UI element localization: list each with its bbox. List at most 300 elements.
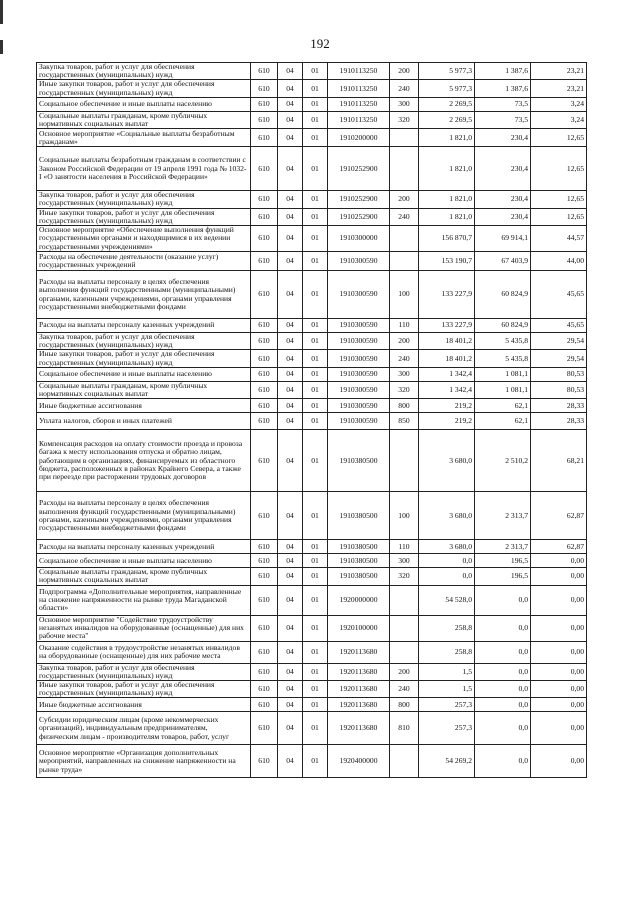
- row-executed-amount: 60 824,9: [475, 271, 531, 319]
- row-subsection-code: 01: [303, 698, 328, 712]
- row-section-code: 04: [278, 698, 303, 712]
- row-target-article: 1910300590: [328, 399, 390, 413]
- row-ved-code: 610: [251, 568, 278, 585]
- row-execution-percent: 12,65: [531, 147, 587, 191]
- row-name: Основное мероприятие "Содействие трудоустройству незанятых инвалидов на оборудованные (оснащенные) для них рабочие места": [37, 615, 251, 641]
- row-subsection-code: 01: [303, 381, 328, 398]
- row-planned-amount: 257,3: [419, 712, 475, 745]
- row-subsection-code: 01: [303, 147, 328, 191]
- row-planned-amount: 156 870,7: [419, 226, 475, 252]
- row-target-article: 1910300590: [328, 367, 390, 381]
- row-subsection-code: 01: [303, 333, 328, 350]
- row-ved-code: 610: [251, 381, 278, 398]
- row-target-article: 1910113250: [328, 80, 390, 97]
- row-execution-percent: 12,65: [531, 208, 587, 225]
- row-execution-percent: 3,24: [531, 111, 587, 128]
- row-expense-type: 800: [390, 698, 419, 712]
- row-ved-code: 610: [251, 111, 278, 128]
- row-executed-amount: 196,5: [475, 568, 531, 585]
- row-ved-code: 610: [251, 97, 278, 111]
- table-row: [37, 413, 587, 430]
- row-subsection-code: 01: [303, 492, 328, 540]
- table-row: [37, 367, 587, 381]
- row-ved-code: 610: [251, 492, 278, 540]
- table-row: [37, 129, 587, 147]
- row-expense-type: 200: [390, 191, 419, 208]
- row-ved-code: 610: [251, 208, 278, 225]
- table-row: [37, 492, 587, 540]
- row-subsection-code: 01: [303, 554, 328, 568]
- row-executed-amount: 2 313,7: [475, 492, 531, 540]
- row-executed-amount: 230,4: [475, 208, 531, 225]
- row-target-article: 1910300590: [328, 271, 390, 319]
- row-expense-type: 800: [390, 399, 419, 413]
- row-planned-amount: 18 401,2: [419, 350, 475, 367]
- row-section-code: 04: [278, 413, 303, 430]
- row-planned-amount: 5 977,3: [419, 80, 475, 97]
- row-subsection-code: 01: [303, 97, 328, 111]
- row-planned-amount: 5 977,3: [419, 63, 475, 80]
- row-planned-amount: 153 190,7: [419, 252, 475, 271]
- row-expense-type: 240: [390, 80, 419, 97]
- row-executed-amount: 196,5: [475, 554, 531, 568]
- row-expense-type: 240: [390, 208, 419, 225]
- row-executed-amount: 5 435,8: [475, 333, 531, 350]
- row-ved-code: 610: [251, 698, 278, 712]
- row-planned-amount: 1 821,0: [419, 208, 475, 225]
- row-expense-type: 300: [390, 367, 419, 381]
- row-section-code: 04: [278, 430, 303, 492]
- row-planned-amount: 1 342,4: [419, 381, 475, 398]
- row-section-code: 04: [278, 80, 303, 97]
- row-expense-type: 100: [390, 492, 419, 540]
- row-planned-amount: 18 401,2: [419, 333, 475, 350]
- row-section-code: 04: [278, 615, 303, 641]
- row-target-article: 1910300000: [328, 226, 390, 252]
- row-name: Оказание содействия в трудоустройстве незанятых инвалидов на оборудованные (оснащенные) для них рабочие места: [37, 641, 251, 663]
- row-name: Компенсация расходов на оплату стоимости проезда и провоза багажа к месту использования отпуска и обратно лицам, работающим в организациях, финансируемых из областного бюджета, расположенных в районах Крайнего Севера, а также при переезде при расторжении трудовых договоров: [37, 430, 251, 492]
- row-executed-amount: 0,0: [475, 745, 531, 778]
- row-name: Социальные выплаты гражданам, кроме публичных нормативных социальных выплат: [37, 111, 251, 128]
- row-target-article: 1920113680: [328, 712, 390, 745]
- row-planned-amount: 1,5: [419, 681, 475, 698]
- row-executed-amount: 73,5: [475, 97, 531, 111]
- row-name: Социальные выплаты безработным гражданам в соответствии с Законом Российской Федерации от 19 апреля 1991 года № 1032-I «О занятости населения в Российской Федерации»: [37, 147, 251, 191]
- row-ved-code: 610: [251, 663, 278, 680]
- row-execution-percent: 45,65: [531, 271, 587, 319]
- row-executed-amount: 62,1: [475, 399, 531, 413]
- row-name: Закупка товаров, работ и услуг для обеспечения государственных (муниципальных) нужд: [37, 333, 251, 350]
- row-expense-type: 200: [390, 63, 419, 80]
- row-section-code: 04: [278, 63, 303, 80]
- row-execution-percent: 0,00: [531, 615, 587, 641]
- table-row: [37, 226, 587, 252]
- row-execution-percent: 0,00: [531, 585, 587, 615]
- table-row: [37, 430, 587, 492]
- row-subsection-code: 01: [303, 226, 328, 252]
- row-ved-code: 610: [251, 745, 278, 778]
- row-execution-percent: 0,00: [531, 681, 587, 698]
- row-executed-amount: 230,4: [475, 147, 531, 191]
- row-target-article: 1920100000: [328, 615, 390, 641]
- row-executed-amount: 0,0: [475, 712, 531, 745]
- row-expense-type: 110: [390, 540, 419, 554]
- row-subsection-code: 01: [303, 80, 328, 97]
- row-name: Расходы на выплаты персоналу казенных учреждений: [37, 319, 251, 333]
- row-section-code: 04: [278, 568, 303, 585]
- row-section-code: 04: [278, 191, 303, 208]
- row-planned-amount: 219,2: [419, 399, 475, 413]
- row-ved-code: 610: [251, 712, 278, 745]
- row-execution-percent: 80,53: [531, 367, 587, 381]
- row-subsection-code: 01: [303, 208, 328, 225]
- row-target-article: 1910300590: [328, 252, 390, 271]
- row-executed-amount: 0,0: [475, 663, 531, 680]
- row-planned-amount: 2 269,5: [419, 97, 475, 111]
- row-executed-amount: 0,0: [475, 698, 531, 712]
- row-target-article: 1920113680: [328, 663, 390, 680]
- row-subsection-code: 01: [303, 252, 328, 271]
- row-subsection-code: 01: [303, 745, 328, 778]
- row-subsection-code: 01: [303, 367, 328, 381]
- row-planned-amount: 1 342,4: [419, 367, 475, 381]
- row-target-article: 1920000000: [328, 585, 390, 615]
- row-expense-type: 320: [390, 381, 419, 398]
- row-planned-amount: 0,0: [419, 568, 475, 585]
- row-ved-code: 610: [251, 350, 278, 367]
- row-section-code: 04: [278, 745, 303, 778]
- row-planned-amount: 2 269,5: [419, 111, 475, 128]
- row-executed-amount: 2 510,2: [475, 430, 531, 492]
- row-subsection-code: 01: [303, 413, 328, 430]
- row-ved-code: 610: [251, 615, 278, 641]
- row-executed-amount: 69 914,1: [475, 226, 531, 252]
- row-section-code: 04: [278, 147, 303, 191]
- table-row: [37, 663, 587, 680]
- row-ved-code: 610: [251, 147, 278, 191]
- row-expense-type: 200: [390, 333, 419, 350]
- row-planned-amount: 257,3: [419, 698, 475, 712]
- row-execution-percent: 0,00: [531, 698, 587, 712]
- row-executed-amount: 5 435,8: [475, 350, 531, 367]
- row-name: Социальные выплаты гражданам, кроме публичных нормативных социальных выплат: [37, 568, 251, 585]
- row-expense-type: [390, 585, 419, 615]
- row-target-article: 1910380500: [328, 540, 390, 554]
- row-target-article: 1920113680: [328, 681, 390, 698]
- table-row: [37, 333, 587, 350]
- row-execution-percent: 0,00: [531, 568, 587, 585]
- row-expense-type: 320: [390, 568, 419, 585]
- table-row: [37, 712, 587, 745]
- row-section-code: 04: [278, 712, 303, 745]
- row-ved-code: 610: [251, 399, 278, 413]
- row-planned-amount: 0,0: [419, 554, 475, 568]
- row-expense-type: 200: [390, 663, 419, 680]
- row-section-code: 04: [278, 641, 303, 663]
- table-row: [37, 208, 587, 225]
- row-executed-amount: 0,0: [475, 615, 531, 641]
- row-name: Иные закупки товаров, работ и услуг для обеспечения государственных (муниципальных) нужд: [37, 80, 251, 97]
- table-row: [37, 271, 587, 319]
- row-subsection-code: 01: [303, 641, 328, 663]
- table-row: [37, 681, 587, 698]
- row-target-article: 1910380500: [328, 568, 390, 585]
- row-ved-code: 610: [251, 540, 278, 554]
- row-execution-percent: 0,00: [531, 663, 587, 680]
- row-name: Расходы на выплаты персоналу в целях обеспечения выполнения функций государственными (муниципальными) органами, казенными учреждениями, органами управления государственными внебюджетными фондами: [37, 271, 251, 319]
- row-ved-code: 610: [251, 271, 278, 319]
- row-executed-amount: 67 403,9: [475, 252, 531, 271]
- row-section-code: 04: [278, 399, 303, 413]
- row-target-article: 1910300590: [328, 319, 390, 333]
- row-ved-code: 610: [251, 191, 278, 208]
- row-planned-amount: 1 821,0: [419, 191, 475, 208]
- row-execution-percent: 29,54: [531, 333, 587, 350]
- row-execution-percent: 12,65: [531, 129, 587, 147]
- row-target-article: 1910380500: [328, 492, 390, 540]
- row-expense-type: 110: [390, 319, 419, 333]
- table-row: [37, 319, 587, 333]
- table-row: [37, 745, 587, 778]
- row-execution-percent: 3,24: [531, 97, 587, 111]
- row-target-article: 1910300590: [328, 381, 390, 398]
- row-target-article: 1910380500: [328, 430, 390, 492]
- row-expense-type: 320: [390, 111, 419, 128]
- row-target-article: 1910300590: [328, 413, 390, 430]
- row-ved-code: 610: [251, 80, 278, 97]
- row-name: Закупка товаров, работ и услуг для обеспечения государственных (муниципальных) нужд: [37, 663, 251, 680]
- row-expense-type: 240: [390, 681, 419, 698]
- row-target-article: 1920113680: [328, 641, 390, 663]
- row-section-code: 04: [278, 111, 303, 128]
- table-row: [37, 350, 587, 367]
- row-executed-amount: 1 387,6: [475, 80, 531, 97]
- row-ved-code: 610: [251, 413, 278, 430]
- row-execution-percent: 28,33: [531, 413, 587, 430]
- row-section-code: 04: [278, 367, 303, 381]
- row-ved-code: 610: [251, 226, 278, 252]
- table-row: [37, 698, 587, 712]
- table-row: [37, 381, 587, 398]
- row-executed-amount: 0,0: [475, 641, 531, 663]
- row-section-code: 04: [278, 271, 303, 319]
- table-row: [37, 191, 587, 208]
- row-subsection-code: 01: [303, 430, 328, 492]
- row-executed-amount: 1 387,6: [475, 63, 531, 80]
- row-subsection-code: 01: [303, 399, 328, 413]
- row-subsection-code: 01: [303, 663, 328, 680]
- row-ved-code: 610: [251, 252, 278, 271]
- row-expense-type: [390, 745, 419, 778]
- row-target-article: 1910113250: [328, 97, 390, 111]
- table-row: [37, 568, 587, 585]
- scan-edge-mark: [0, 0, 3, 24]
- row-section-code: 04: [278, 540, 303, 554]
- row-executed-amount: 1 081,1: [475, 367, 531, 381]
- row-execution-percent: 44,00: [531, 252, 587, 271]
- row-expense-type: [390, 147, 419, 191]
- row-planned-amount: 133 227,9: [419, 319, 475, 333]
- row-target-article: 1920113680: [328, 698, 390, 712]
- row-ved-code: 610: [251, 333, 278, 350]
- table-row: [37, 80, 587, 97]
- row-execution-percent: 62,87: [531, 540, 587, 554]
- row-executed-amount: 0,0: [475, 681, 531, 698]
- row-name: Иные бюджетные ассигнования: [37, 399, 251, 413]
- row-execution-percent: 0,00: [531, 641, 587, 663]
- row-target-article: 1910380500: [328, 554, 390, 568]
- row-execution-percent: 68,21: [531, 430, 587, 492]
- row-execution-percent: 0,00: [531, 745, 587, 778]
- row-execution-percent: 23,21: [531, 80, 587, 97]
- row-name: Социальное обеспечение и иные выплаты населению: [37, 97, 251, 111]
- row-ved-code: 610: [251, 554, 278, 568]
- row-subsection-code: 01: [303, 712, 328, 745]
- row-execution-percent: 62,87: [531, 492, 587, 540]
- row-planned-amount: 3 680,0: [419, 430, 475, 492]
- row-expense-type: 300: [390, 554, 419, 568]
- row-expense-type: [390, 129, 419, 147]
- row-ved-code: 610: [251, 63, 278, 80]
- table-row: [37, 97, 587, 111]
- table-row: [37, 252, 587, 271]
- row-name: Иные закупки товаров, работ и услуг для обеспечения государственных (муниципальных) нужд: [37, 208, 251, 225]
- row-target-article: 1910252900: [328, 208, 390, 225]
- row-name: Подпрограмма «Дополнительные мероприятия, направленные на снижение напряженности на рынке труда Магаданской области»: [37, 585, 251, 615]
- row-ved-code: 610: [251, 641, 278, 663]
- row-subsection-code: 01: [303, 540, 328, 554]
- row-expense-type: 100: [390, 271, 419, 319]
- row-executed-amount: 62,1: [475, 413, 531, 430]
- row-target-article: 1910200000: [328, 129, 390, 147]
- row-section-code: 04: [278, 663, 303, 680]
- row-name: Уплата налогов, сборов и иных платежей: [37, 413, 251, 430]
- row-ved-code: 610: [251, 585, 278, 615]
- row-target-article: 1910252900: [328, 147, 390, 191]
- row-name: Основное мероприятие «Организация дополнительных мероприятий, направленных на снижение напряженности на рынке труда»: [37, 745, 251, 778]
- row-subsection-code: 01: [303, 615, 328, 641]
- row-expense-type: [390, 615, 419, 641]
- row-subsection-code: 01: [303, 350, 328, 367]
- row-planned-amount: 1,5: [419, 663, 475, 680]
- row-target-article: 1920400000: [328, 745, 390, 778]
- row-executed-amount: 230,4: [475, 129, 531, 147]
- row-expense-type: 810: [390, 712, 419, 745]
- row-planned-amount: 258,8: [419, 615, 475, 641]
- row-section-code: 04: [278, 492, 303, 540]
- row-name: Расходы на выплаты персоналу казенных учреждений: [37, 540, 251, 554]
- row-subsection-code: 01: [303, 63, 328, 80]
- row-expense-type: 240: [390, 350, 419, 367]
- row-ved-code: 610: [251, 319, 278, 333]
- row-subsection-code: 01: [303, 681, 328, 698]
- row-name: Иные закупки товаров, работ и услуг для обеспечения государственных (муниципальных) нужд: [37, 681, 251, 698]
- row-section-code: 04: [278, 208, 303, 225]
- row-target-article: 1910300590: [328, 333, 390, 350]
- budget-table: [36, 62, 587, 778]
- page-number: 192: [310, 36, 330, 51]
- row-expense-type: 300: [390, 97, 419, 111]
- row-executed-amount: 2 313,7: [475, 540, 531, 554]
- row-name: Иные бюджетные ассигнования: [37, 698, 251, 712]
- row-executed-amount: 0,0: [475, 585, 531, 615]
- row-name: Основное мероприятие «Обеспечение выполнения функций государственными органами и находящимися в их ведении государственными учреждениями»: [37, 226, 251, 252]
- row-executed-amount: 73,5: [475, 111, 531, 128]
- row-target-article: 1910113250: [328, 63, 390, 80]
- row-expense-type: 850: [390, 413, 419, 430]
- row-name: Основное мероприятие «Социальные выплаты безработным гражданам»: [37, 129, 251, 147]
- row-section-code: 04: [278, 681, 303, 698]
- row-planned-amount: 258,8: [419, 641, 475, 663]
- row-subsection-code: 01: [303, 319, 328, 333]
- row-section-code: 04: [278, 350, 303, 367]
- row-name: Социальное обеспечение и иные выплаты населению: [37, 367, 251, 381]
- row-subsection-code: 01: [303, 111, 328, 128]
- row-execution-percent: 29,54: [531, 350, 587, 367]
- row-subsection-code: 01: [303, 585, 328, 615]
- row-expense-type: [390, 252, 419, 271]
- row-name: Социальное обеспечение и иные выплаты населению: [37, 554, 251, 568]
- row-name: Иные закупки товаров, работ и услуг для обеспечения государственных (муниципальных) нужд: [37, 350, 251, 367]
- row-subsection-code: 01: [303, 129, 328, 147]
- row-planned-amount: 219,2: [419, 413, 475, 430]
- row-section-code: 04: [278, 226, 303, 252]
- table-row: [37, 554, 587, 568]
- row-execution-percent: 0,00: [531, 712, 587, 745]
- row-execution-percent: 0,00: [531, 554, 587, 568]
- row-subsection-code: 01: [303, 271, 328, 319]
- row-ved-code: 610: [251, 129, 278, 147]
- row-name: Социальные выплаты гражданам, кроме публичных нормативных социальных выплат: [37, 381, 251, 398]
- row-name: Закупка товаров, работ и услуг для обеспечения государственных (муниципальных) нужд: [37, 191, 251, 208]
- row-name: Субсидии юридическим лицам (кроме некоммерческих организаций), индивидуальным предпринимателям, физическим лицам - производителям товаров, работ, услуг: [37, 712, 251, 745]
- row-target-article: 1910252900: [328, 191, 390, 208]
- row-expense-type: [390, 641, 419, 663]
- table-row: [37, 641, 587, 663]
- row-planned-amount: 1 821,0: [419, 147, 475, 191]
- row-name: Расходы на выплаты персоналу в целях обеспечения выполнения функций государственными (муниципальными) органами, казенными учреждениями, органами управления государственными внебюджетными фондами: [37, 492, 251, 540]
- row-name: Закупка товаров, работ и услуг для обеспечения государственных (муниципальных) нужд: [37, 63, 251, 80]
- row-section-code: 04: [278, 97, 303, 111]
- row-target-article: 1910113250: [328, 111, 390, 128]
- row-expense-type: [390, 226, 419, 252]
- row-planned-amount: 3 680,0: [419, 492, 475, 540]
- row-planned-amount: 54 528,0: [419, 585, 475, 615]
- row-section-code: 04: [278, 554, 303, 568]
- row-execution-percent: 12,65: [531, 191, 587, 208]
- row-section-code: 04: [278, 252, 303, 271]
- row-executed-amount: 230,4: [475, 191, 531, 208]
- row-execution-percent: 23,21: [531, 63, 587, 80]
- row-planned-amount: 54 269,2: [419, 745, 475, 778]
- table-row: [37, 615, 587, 641]
- row-execution-percent: 45,65: [531, 319, 587, 333]
- row-ved-code: 610: [251, 681, 278, 698]
- table-row: [37, 147, 587, 191]
- row-section-code: 04: [278, 129, 303, 147]
- row-subsection-code: 01: [303, 191, 328, 208]
- row-target-article: 1910300590: [328, 350, 390, 367]
- row-subsection-code: 01: [303, 568, 328, 585]
- table-row: [37, 63, 587, 80]
- table-row: [37, 111, 587, 128]
- row-section-code: 04: [278, 333, 303, 350]
- row-section-code: 04: [278, 585, 303, 615]
- table-row: [37, 399, 587, 413]
- row-ved-code: 610: [251, 430, 278, 492]
- row-executed-amount: 60 824,9: [475, 319, 531, 333]
- row-ved-code: 610: [251, 367, 278, 381]
